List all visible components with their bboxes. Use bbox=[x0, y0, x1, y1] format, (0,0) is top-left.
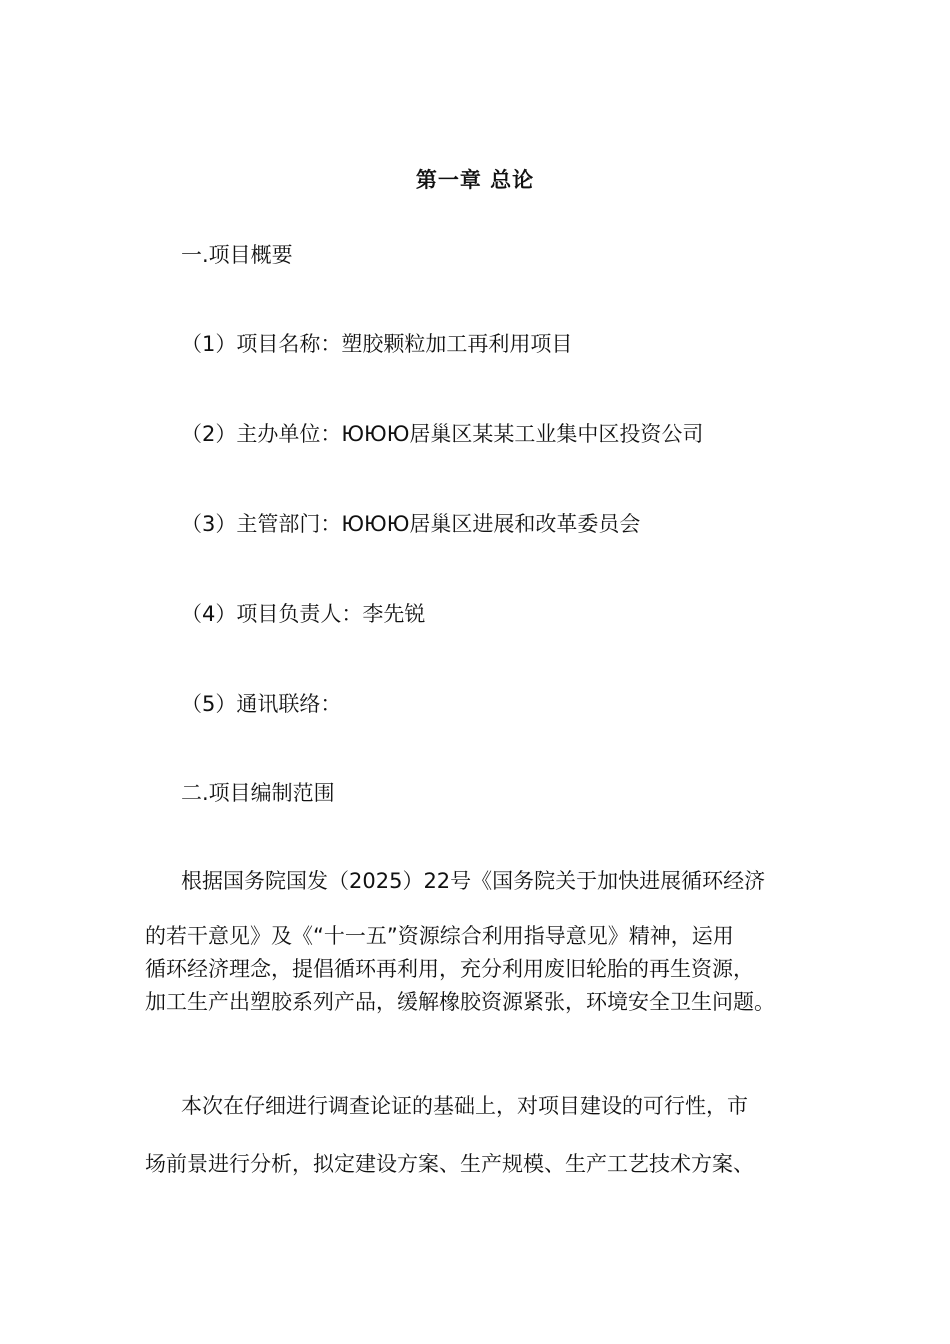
item-project-leader: （4）项目负责人：李先锐 bbox=[181, 602, 426, 626]
paragraph-line: 根据国务院国发（2025）22号《国务院关于加快进展循环经济 bbox=[181, 869, 766, 893]
paragraph-line: 本次在仔细进行调查论证的基础上，对项目建设的可行性，市 bbox=[181, 1094, 748, 1118]
paragraph-basis bbox=[145, 866, 815, 1018]
paragraph-line: 循环经济理念，提倡循环再利用，充分利用废旧轮胎的再生资源， bbox=[145, 957, 754, 981]
item-project-name: （1）项目名称：塑胶颗粒加工再利用项目 bbox=[181, 332, 573, 356]
paragraph-line: 场前景进行分析，拟定建设方案、生产规模、生产工艺技术方案、 bbox=[145, 1152, 754, 1176]
paragraph-line: 加工生产出塑胶系列产品，缓解橡胶资源紧张，环境安全卫生问题。 bbox=[145, 990, 775, 1014]
item-contact: （5）通讯联络： bbox=[181, 692, 342, 716]
item-supervising-department: （3）主管部门：ЮЮЮ居巢区进展和改革委员会 bbox=[181, 512, 641, 536]
paragraph-line: 的若干意见》及《“十一五”资源综合利用指导意见》精神，运用 bbox=[145, 924, 734, 948]
paragraph-analysis bbox=[145, 1091, 815, 1180]
section-heading-scope: 二.项目编制范围 bbox=[181, 781, 335, 805]
item-host-unit: （2）主办单位：ЮЮЮ居巢区某某工业集中区投资公司 bbox=[181, 422, 704, 446]
chapter-title: 第一章 总论 bbox=[415, 168, 535, 192]
section-heading-overview: 一.项目概要 bbox=[181, 243, 293, 267]
